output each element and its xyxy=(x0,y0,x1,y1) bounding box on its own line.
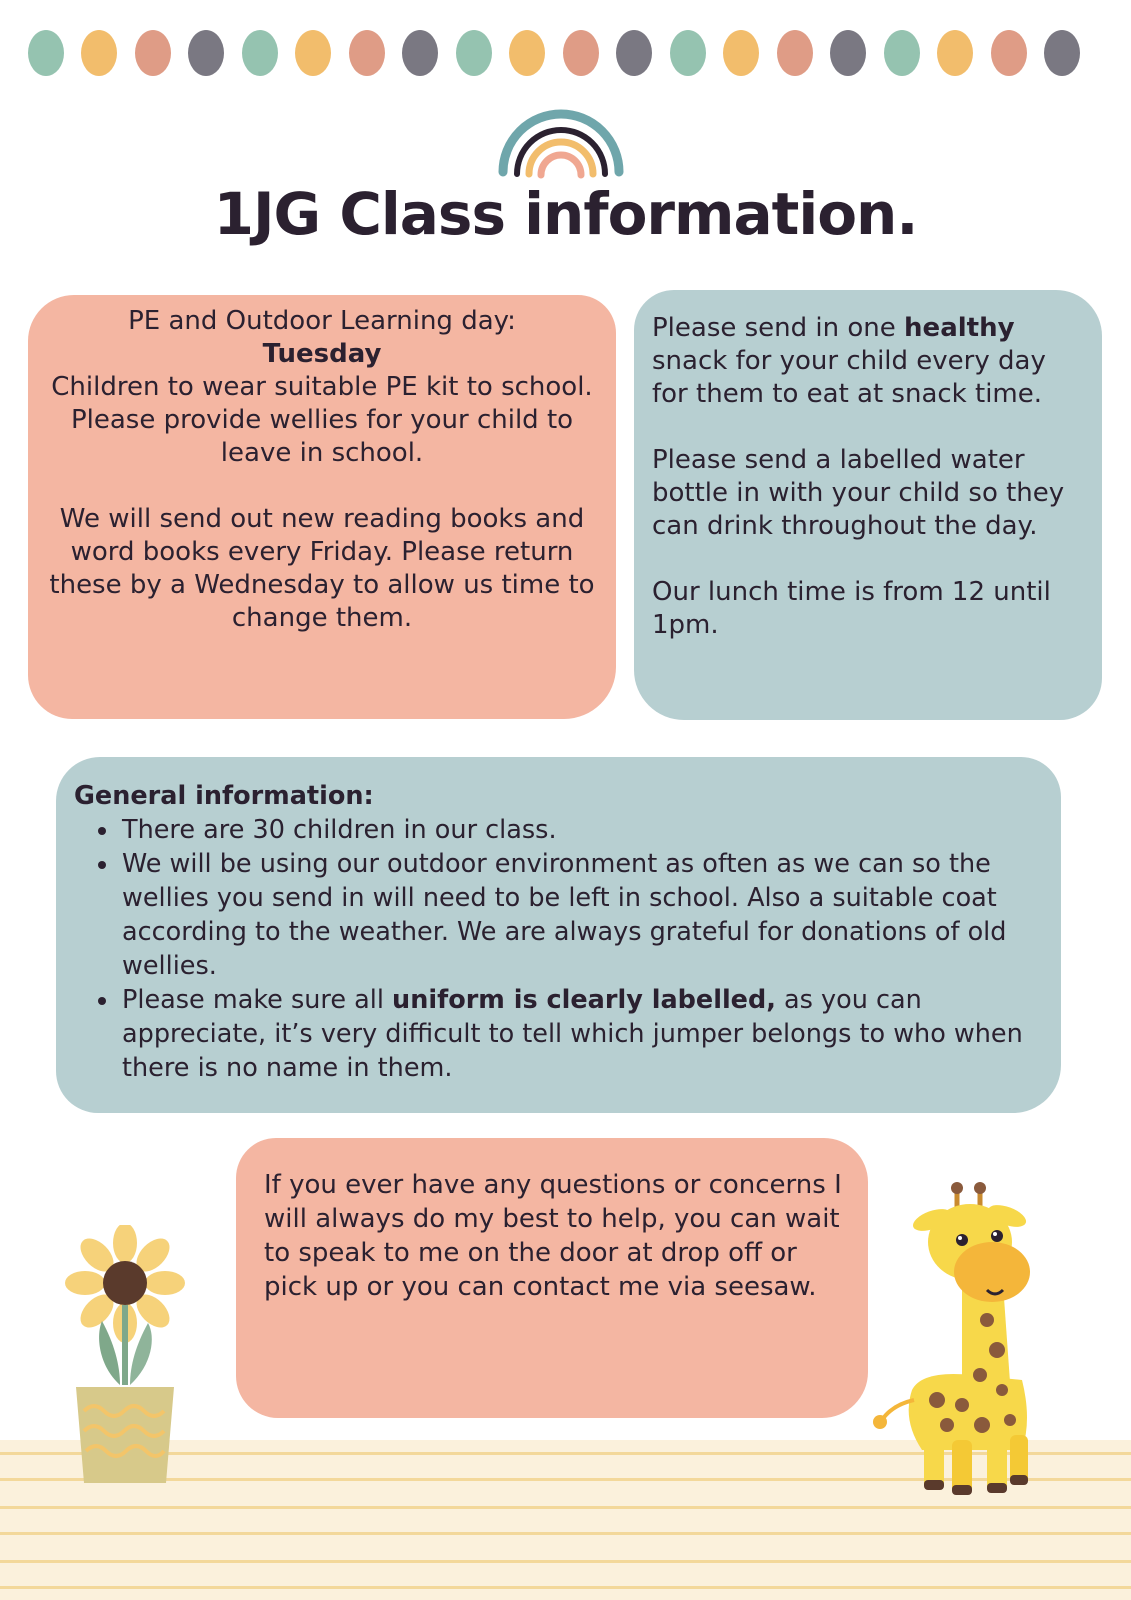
dot-decoration xyxy=(242,30,278,76)
dot-decoration xyxy=(456,30,492,76)
general-info-list xyxy=(74,813,1043,1085)
snack-text: Please send in one healthy snack for your child every day for them to eat at snack time. xyxy=(652,313,1046,409)
dot-decoration xyxy=(81,30,117,76)
dot-decoration xyxy=(188,30,224,76)
dot-decoration xyxy=(349,30,385,76)
pe-day-value: Tuesday xyxy=(262,339,382,369)
dot-decoration xyxy=(991,30,1027,76)
pe-kit-text: Children to wear suitable PE kit to school. xyxy=(51,372,593,402)
dot-decoration xyxy=(723,30,759,76)
contact-text: If you ever have any questions or concerns I will always do my best to help, you can wait to speak to me on the door at drop off or pick up or you can contact me via seesaw. xyxy=(264,1170,842,1302)
dot-decoration xyxy=(884,30,920,76)
list-item: • We will be using our outdoor environment as often as we can so the wellies you send in will need to be left in school. Also a suitable coat according to the weather. We are always grateful for donations of old wellies. xyxy=(120,847,1043,983)
snack-info-box xyxy=(634,290,1102,720)
dot-decoration xyxy=(135,30,171,76)
decorative-dots-row xyxy=(28,30,1108,76)
list-item: • Please make sure all uniform is clearly labelled, as you can appreciate, it’s very difficult to tell which jumper belongs to who when there is no name in them. xyxy=(120,983,1043,1085)
lunch-time-text: Our lunch time is from 12 until 1pm. xyxy=(652,577,1051,640)
rainbow-icon xyxy=(497,100,625,180)
general-heading: General information: xyxy=(74,781,374,811)
dot-decoration xyxy=(777,30,813,76)
dot-decoration xyxy=(28,30,64,76)
dot-decoration xyxy=(509,30,545,76)
pe-info-box xyxy=(28,295,616,719)
water-bottle-text: Please send a labelled water bottle in with your child so they can drink throughout the day. xyxy=(652,445,1065,541)
dot-decoration xyxy=(937,30,973,76)
giraffe-icon xyxy=(862,1180,1062,1510)
dot-decoration xyxy=(563,30,599,76)
dot-decoration xyxy=(616,30,652,76)
list-item: • There are 30 children in our class. xyxy=(120,813,1043,847)
page-title: 1JG Class information. xyxy=(213,180,918,248)
dot-decoration xyxy=(402,30,438,76)
contact-info-box xyxy=(236,1138,868,1418)
dot-decoration xyxy=(295,30,331,76)
reading-books-text: We will send out new reading books and word books every Friday. Please return these by a Wednesday to allow us time to change them. xyxy=(49,504,595,633)
dot-decoration xyxy=(830,30,866,76)
general-info-box xyxy=(56,757,1061,1113)
dot-decoration xyxy=(670,30,706,76)
sunflower-pot-icon xyxy=(58,1225,193,1510)
dot-decoration xyxy=(1044,30,1080,76)
pe-day-label: PE and Outdoor Learning day: xyxy=(128,306,516,336)
wellies-text: Please provide wellies for your child to leave in school. xyxy=(70,405,574,468)
